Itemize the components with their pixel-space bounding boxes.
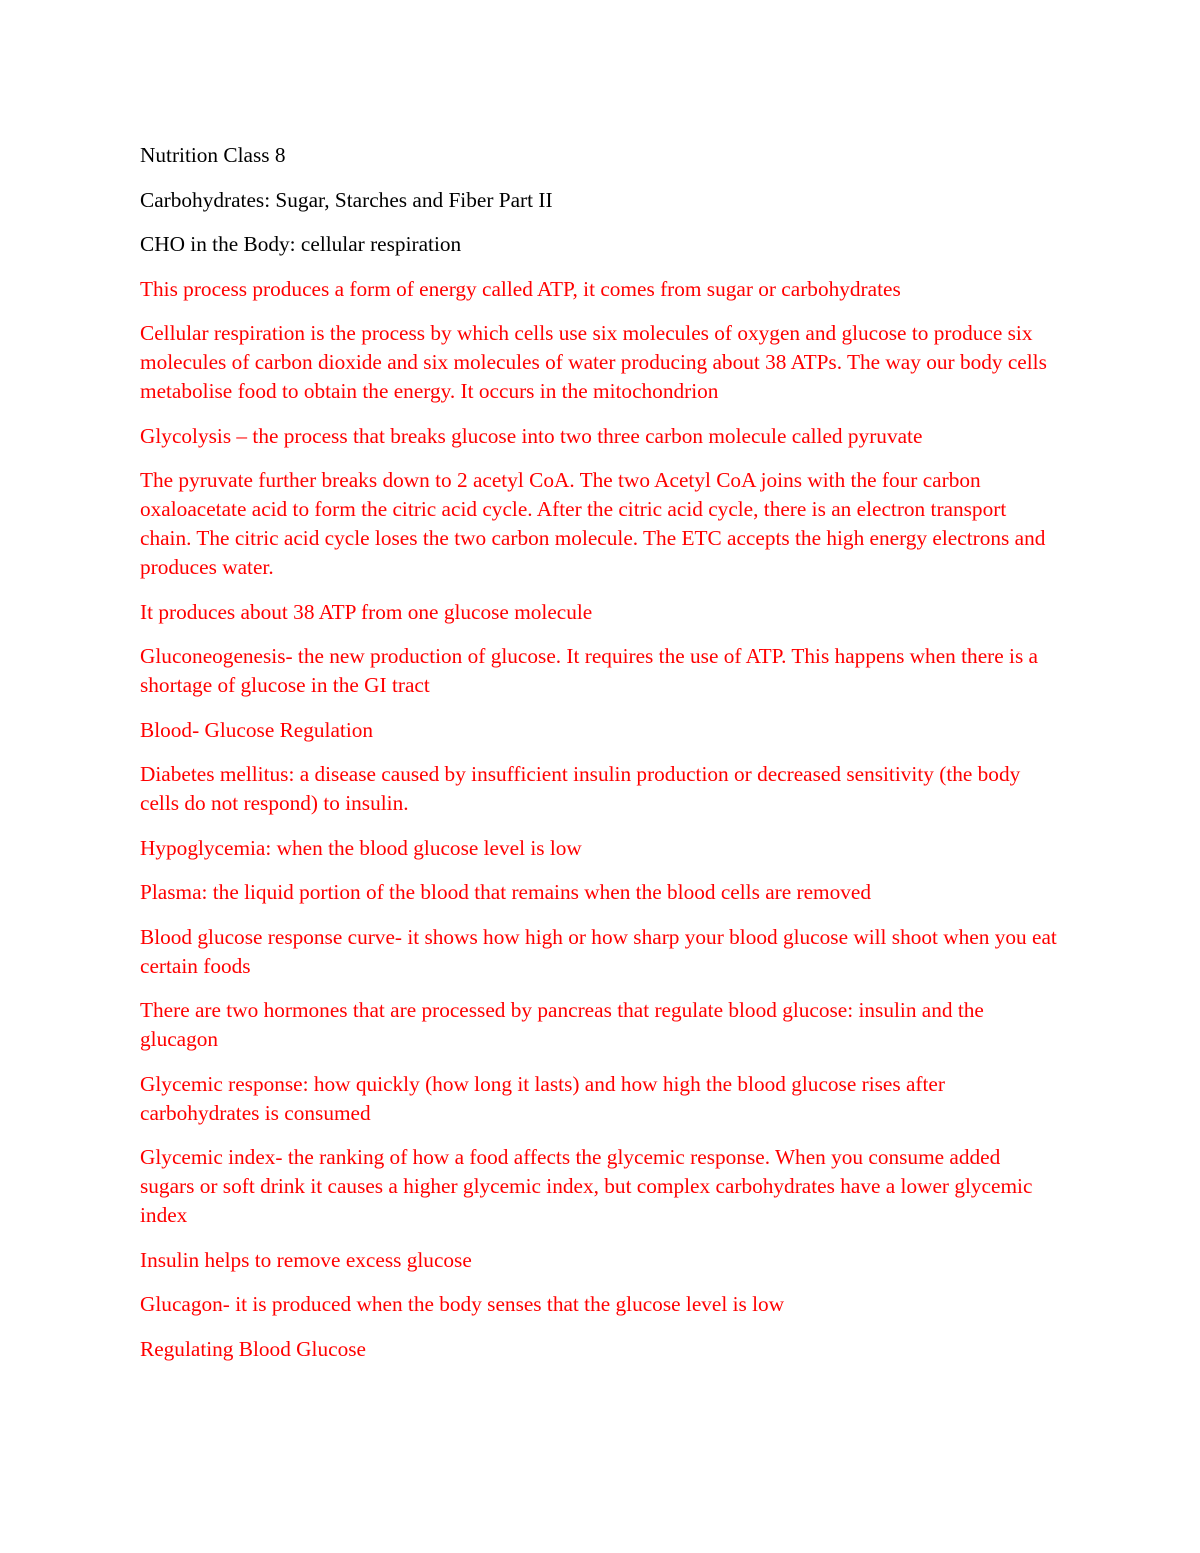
paragraph-diabetes: Diabetes mellitus: a disease caused by insufficient insulin production or decreased sensitivity (the body cells do not respond) to insulin. <box>140 762 1021 815</box>
document-page <box>140 141 1060 1379</box>
section-heading: CHO in the Body: cellular respiration <box>140 232 462 256</box>
paragraph-blood-glucose-regulation: Blood- Glucose Regulation <box>140 717 374 742</box>
paragraph-atp-yield: It produces about 38 ATP from one glucose molecule <box>140 599 593 624</box>
paragraph-glycemic-response: Glycemic response: how quickly (how long it lasts) and how high the blood glucose rises after carbohydrates is consumed <box>140 1071 945 1125</box>
document-subtitle: Carbohydrates: Sugar, Starches and Fiber Part II <box>140 187 553 212</box>
paragraph-pyruvate: The pyruvate further breaks down to 2 acetyl CoA. The two Acetyl CoA joins with the four carbon oxaloacetate acid to form the citric acid cycle. After the citric acid cycle, there is an electron transport chain. The citric acid cycle loses the two carbon molecule. The ETC accepts the high energy electrons and produces water. <box>140 468 1046 579</box>
paragraph-glycemic-index: Glycemic index- the ranking of how a food affects the glycemic response. When you consume added sugars or soft drink it causes a higher glycemic index, but complex carbohydrates have a lower glycemic index <box>140 1145 1033 1227</box>
paragraph-regulating-blood-glucose: Regulating Blood Glucose <box>140 1336 366 1361</box>
paragraph-glucagon: Glucagon- it is produced when the body senses that the glucose level is low <box>140 1292 785 1316</box>
paragraph-hormones: There are two hormones that are processed by pancreas that regulate blood glucose: insulin and the glucagon <box>140 998 984 1051</box>
paragraph-atp: This process produces a form of energy called ATP, it comes from sugar or carbohydrates <box>140 276 901 301</box>
paragraph-gluconeogenesis: Gluconeogenesis- the new production of glucose. It requires the use of ATP. This happens when there is a shortage of glucose in the GI tract <box>140 644 1039 697</box>
paragraph-response-curve: Blood glucose response curve- it shows how high or how sharp your blood glucose will shoot when you eat certain foods <box>140 924 1057 978</box>
paragraph-insulin: Insulin helps to remove excess glucose <box>140 1247 472 1272</box>
document-title: Nutrition Class 8 <box>140 143 286 167</box>
paragraph-cellular-respiration: Cellular respiration is the process by which cells use six molecules of oxygen and glucose to produce six molecules of carbon dioxide and six molecules of water producing about 38 ATPs. The way our body cells metabolise food to obtain the energy. It occurs in the mitochondrion <box>140 321 1047 403</box>
paragraph-plasma: Plasma: the liquid portion of the blood that remains when the blood cells are removed <box>140 880 872 904</box>
paragraph-glycolysis: Glycolysis – the process that breaks glucose into two three carbon molecule called pyruvate <box>140 423 923 448</box>
paragraph-hypoglycemia: Hypoglycemia: when the blood glucose level is low <box>140 835 582 860</box>
